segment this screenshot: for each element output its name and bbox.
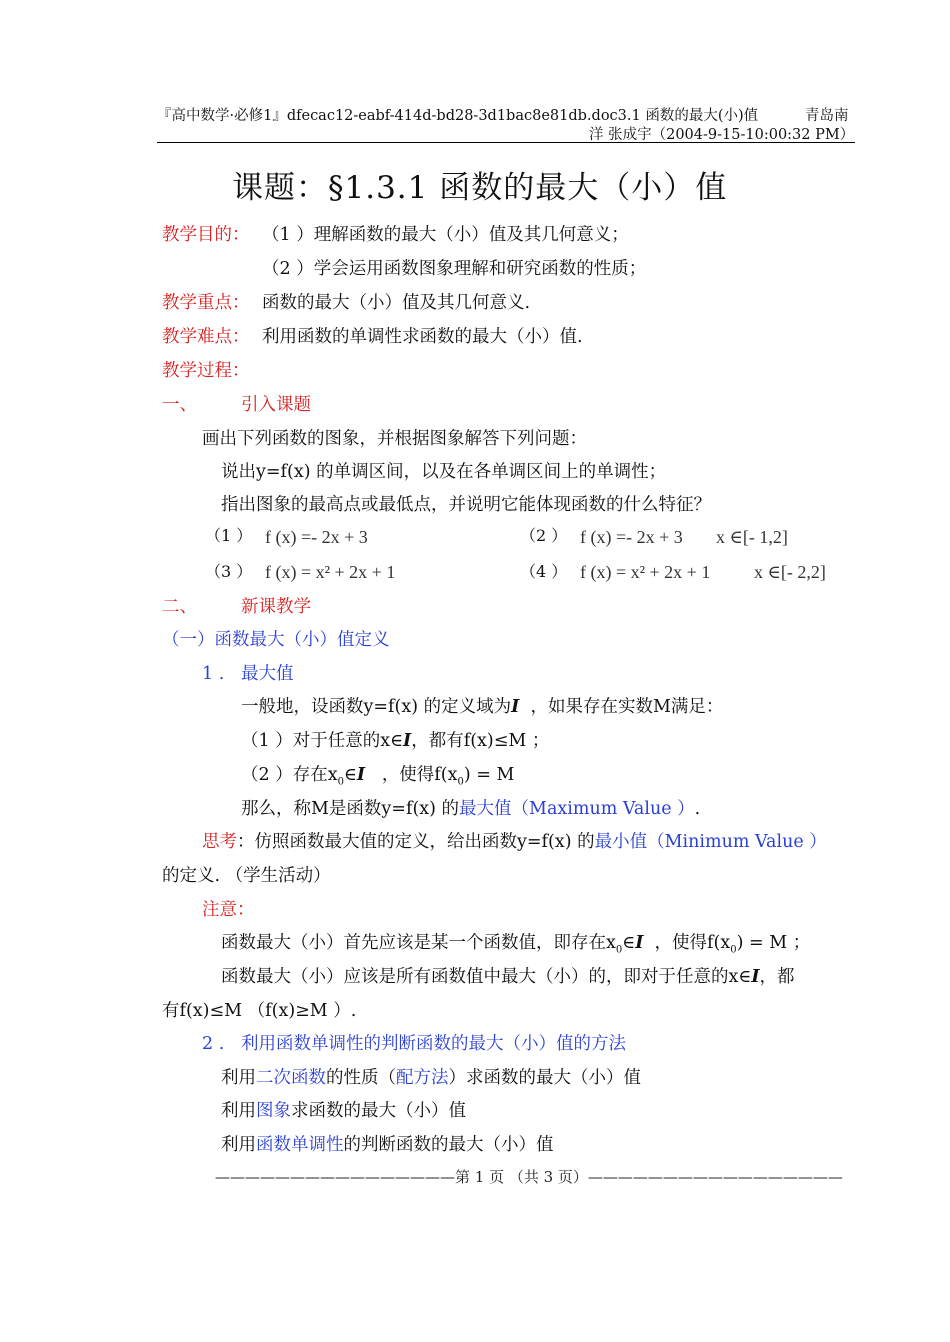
section1-number: 一、 — [162, 395, 197, 415]
method-3-text-a: 利用 — [221, 1135, 256, 1155]
goal-item-2: （2 ）学会运用函数图象理解和研究函数的性质； — [262, 259, 647, 279]
subscript-zero: 0 — [615, 944, 623, 956]
section1-intro: 画出下列函数的图象，并根据图象解答下列问题： — [202, 429, 587, 449]
condition-2-text-a: （2 ）存在x — [241, 765, 338, 785]
formula-2: f (x) =- 2x + 3 — [580, 527, 683, 547]
method-1-line — [221, 1067, 641, 1089]
subsection-definition: （一）函数最大（小）值定义 — [162, 630, 390, 650]
subscript-zero: 0 — [337, 776, 344, 788]
goals-label: 教学目的： — [162, 225, 250, 245]
note-1-line — [221, 932, 810, 962]
doc-header-line2: 洋 张成宇（2004-9-15-10:00:32 PM） — [589, 127, 855, 143]
formula-4-number: （4 ） — [520, 562, 568, 581]
section1-title: 引入课题 — [241, 395, 311, 415]
item1-title: 最大值 — [241, 664, 294, 684]
note-1-text-c: ，使得f(x — [654, 933, 731, 953]
definition-text-a: 一般地，设函数y=f(x) 的定义域为 — [241, 697, 512, 717]
item2-number: 2 . — [202, 1034, 225, 1054]
formula-2-domain: x ∈[- 1,2] — [716, 527, 788, 547]
method-1-text-a: 利用 — [221, 1068, 256, 1088]
key-label: 教学重点： — [162, 293, 250, 313]
completing-square-term: 配方法 — [396, 1068, 449, 1088]
formula-4-domain: x ∈[- 2,2] — [754, 562, 826, 582]
section2-title: 新课教学 — [241, 597, 311, 617]
method-3-line — [221, 1134, 554, 1156]
method-1-text-c: 的性质（ — [326, 1068, 396, 1088]
min-value-term: 最小值（Minimum Value ） — [594, 832, 827, 852]
condition-1-line — [241, 730, 549, 752]
method-3-text-c: 的判断函数的最大（小）值 — [343, 1135, 554, 1155]
definition-line — [241, 696, 723, 718]
quadratic-function-term: 二次函数 — [256, 1068, 326, 1088]
condition-2-line — [241, 764, 514, 794]
note-2-line — [221, 966, 795, 988]
then-text-c: . — [694, 799, 701, 819]
condition-1-text-a: （1 ）对于任意的x∈ — [241, 731, 404, 751]
formula-3-number: （3 ） — [205, 562, 253, 581]
doc-header-line1-right: 青岛南 — [805, 108, 849, 124]
domain-symbol: I — [635, 933, 644, 953]
think-text-a: ：仿照函数最大值的定义，给出函数y=f(x) 的 — [237, 832, 595, 852]
method-1-text-e: ）求函数的最大（小）值 — [448, 1068, 641, 1088]
domain-symbol: I — [356, 765, 366, 785]
note-label: 注意： — [202, 900, 255, 920]
subscript-zero: 0 — [457, 776, 464, 788]
note-2-text-a: 函数最大（小）应该是所有函数值中最大（小）的，即对于任意的x∈ — [221, 967, 752, 987]
think-label: 思考 — [202, 832, 237, 852]
then-text-a: 那么，称M是函数y=f(x) 的 — [241, 799, 460, 819]
domain-symbol: I — [403, 731, 412, 751]
key-text: 函数的最大（小）值及其几何意义. — [262, 293, 531, 313]
formula-2-number: （2 ） — [520, 526, 568, 545]
definition-text-b: ，如果存在实数M满足： — [530, 697, 724, 717]
condition-1-text-b: ，都有f(x)≤M ； — [411, 731, 550, 751]
doc-header-line1: 『高中数学·必修1』dfecac12-eabf-414d-bd28-3d1bac8e81db.doc3.1 函数的最大(小)值 — [157, 108, 759, 124]
header-rule — [157, 142, 855, 143]
goal-item-1: （1 ）理解函数的最大（小）值及其几何意义； — [262, 225, 629, 245]
domain-symbol: I — [511, 697, 520, 717]
item2-title: 利用函数单调性的判断函数的最大（小）值的方法 — [241, 1034, 626, 1054]
note-2-text-c: 有f(x)≤M （f(x)≥M ）. — [162, 1001, 357, 1021]
graph-term: 图象 — [256, 1101, 291, 1121]
note-1-text-b: ∈ — [622, 933, 636, 953]
difficult-text: 利用函数的单调性求函数的最大（小）值. — [262, 327, 583, 347]
method-2-text-a: 利用 — [221, 1101, 256, 1121]
condition-2-text-b: ∈ — [343, 765, 357, 785]
item1-number: 1 . — [202, 664, 225, 684]
note-1-text-d: ) = M ； — [736, 933, 811, 953]
difficult-label: 教学难点： — [162, 327, 250, 347]
max-value-definition-line — [241, 798, 700, 820]
note-1-text-a: 函数最大（小）首先应该是某一个函数值，即存在x — [221, 933, 616, 953]
note-2-text-b: ，都 — [759, 967, 795, 987]
formula-4: f (x) = x² + 2x + 1 — [580, 562, 711, 582]
condition-2-text-c: ，使得f(x — [381, 765, 458, 785]
formula-3: f (x) = x² + 2x + 1 — [265, 562, 396, 582]
section1-question-2: 指出图象的最高点或最低点，并说明它能体现函数的什么特征？ — [221, 495, 711, 515]
subscript-zero: 0 — [730, 944, 737, 956]
domain-symbol: I — [751, 967, 760, 987]
page-footer: ————————————————第 1 页 （共 3 页）————————————————— — [215, 1168, 843, 1186]
process-label: 教学过程： — [162, 361, 250, 381]
think-text-c: 的定义. （学生活动） — [162, 866, 331, 886]
section1-question-1: 说出y=f(x) 的单调区间，以及在各单调区间上的单调性； — [221, 462, 667, 482]
max-value-term: 最大值（Maximum Value ） — [459, 799, 695, 819]
section2-number: 二、 — [162, 597, 197, 617]
formula-1: f (x) =- 2x + 3 — [265, 527, 368, 547]
condition-2-text-d: ) = M — [463, 765, 515, 785]
page-title: 课题：§1.3.1 函数的最大（小）值 — [232, 170, 728, 206]
think-line — [202, 831, 827, 853]
formula-1-number: （1 ） — [205, 526, 253, 545]
method-2-line — [221, 1100, 466, 1122]
method-2-text-c: 求函数的最大（小）值 — [291, 1101, 466, 1121]
monotonicity-term: 函数单调性 — [256, 1135, 344, 1155]
